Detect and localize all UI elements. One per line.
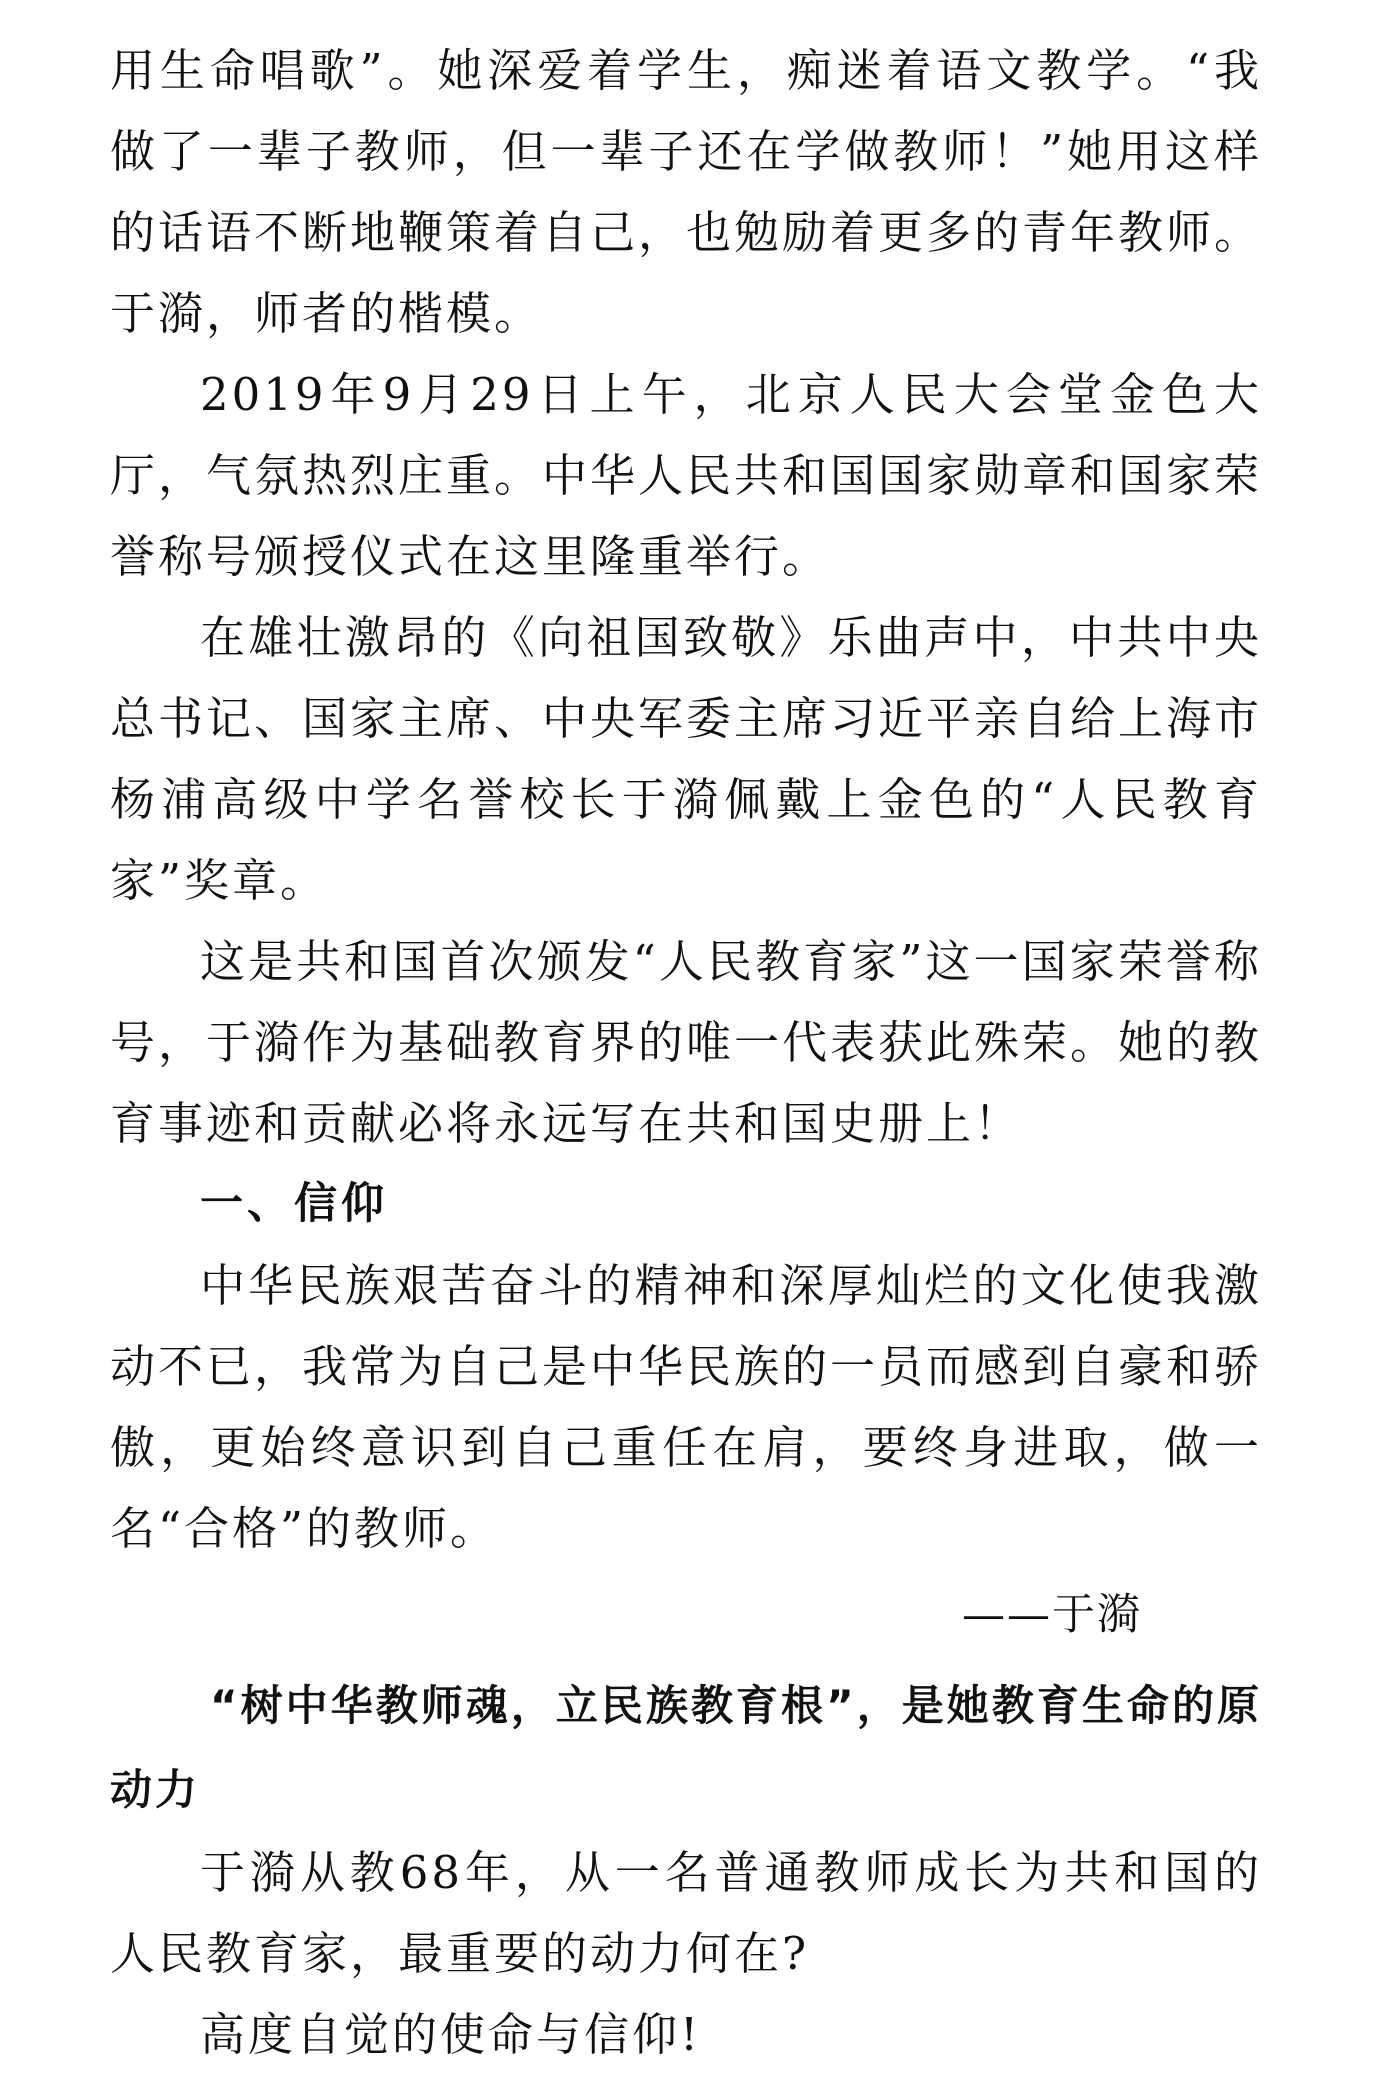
section-heading: 一、信仰	[200, 1179, 388, 1229]
sub-heading: “树中华教师魂，立民族教育根”，是她教育生命的原动力	[110, 1681, 1262, 1814]
paragraph-answer: 高度自觉的使命与信仰!	[200, 2008, 702, 2061]
paragraph-question: 于漪从教68年，从一名普通教师成长为共和国的人民教育家，最重要的动力何在?	[110, 1846, 1262, 1980]
quote-signature: ——于漪	[962, 1590, 1142, 1640]
paragraph-ceremony: 2019年9月29日上午，北京人民大会堂金色大厅，气氛热烈庄重。中华人民共和国国家勋章和国家荣誉称号颁授仪式在这里隆重举行。	[110, 368, 1263, 583]
paragraph-medal: 在雄壮激昂的《向祖国致敬》乐曲声中，中共中央总书记、国家主席、中央军委主席习近平亲自给上海市杨浦高级中学名誉校长于漪佩戴上金色的“人民教育家”奖章。	[110, 611, 1263, 907]
paragraph-continuation: 用生命唱歌”。她深爱着学生，痴迷着语文教学。“我做了一辈子教师，但一辈子还在学做教师！”她用这样的话语不断地鞭策着自己，也勉励着更多的青年教师。于漪，师者的楷模。	[110, 44, 1263, 340]
quote-paragraph: 中华民族艰苦奋斗的精神和深厚灿烂的文化使我激动不已，我常为自己是中华民族的一员而感到自豪和骄傲，更始终意识到自己重任在肩，要终身进取，做一名“合格”的教师。	[110, 1259, 1263, 1555]
document-page	[110, 30, 1262, 2075]
paragraph-honor: 这是共和国首次颁发“人民教育家”这一国家荣誉称号，于漪作为基础教育界的唯一代表获此殊荣。她的教育事迹和贡献必将永远写在共和国史册上！	[110, 935, 1263, 1150]
